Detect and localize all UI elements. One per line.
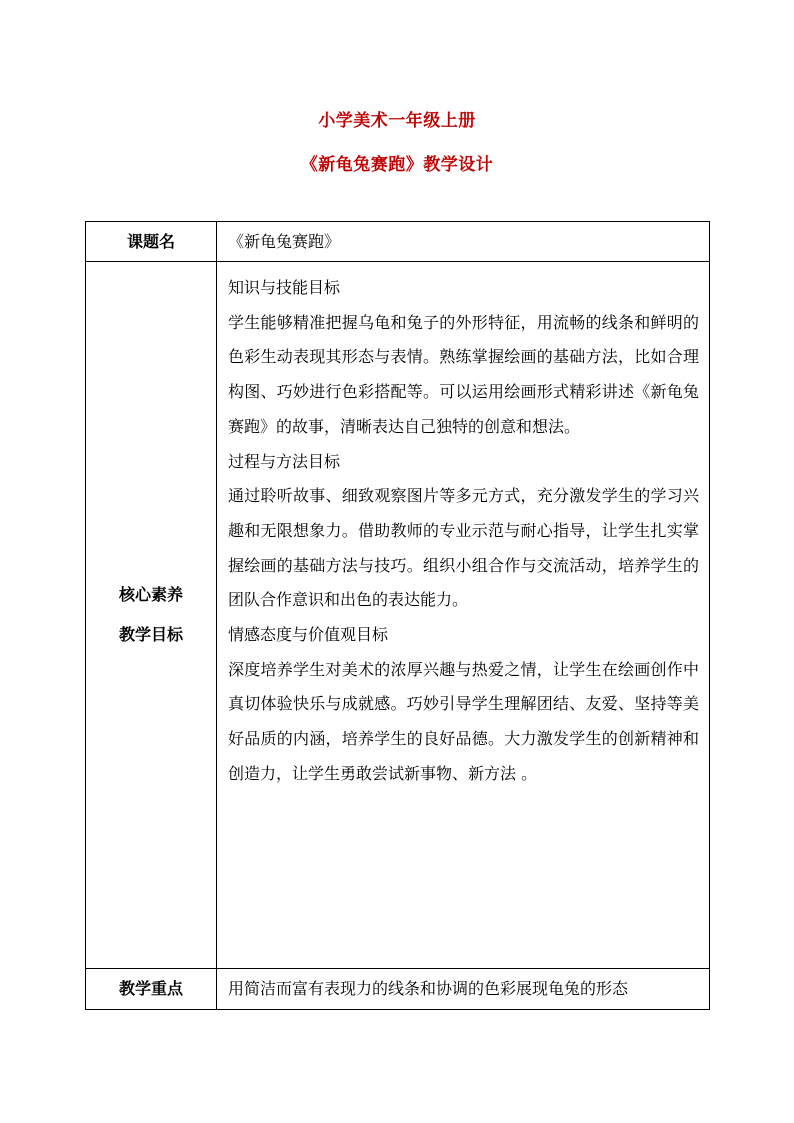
topic-value-cell bbox=[217, 222, 710, 262]
key-points-value-cell bbox=[217, 969, 710, 1010]
lesson-plan-table bbox=[85, 221, 710, 1010]
goals-label-line2: 教学目标 bbox=[118, 625, 183, 644]
attitude-goal-text: 深度培养学生对美术的浓厚兴趣与热爱之情，让学生在绘画创作中真切体验快乐与成就感。巧妙引导学生理解团结、友爱、坚持等美好品质的内涵，培养学生的良好品德。大力激发学生的创新精神和创造力，让学生勇敢尝试新事物、新方法 。 bbox=[228, 659, 699, 783]
topic-label-cell bbox=[86, 222, 217, 262]
key-points-label-cell bbox=[86, 969, 217, 1010]
process-goal-text: 通过聆听故事、细致观察图片等多元方式，充分激发学生的学习兴趣和无限想象力。借助教师的专业示范与耐心指导，让学生扎实掌握绘画的基础方法与技巧。组织小组合作与交流活动，培养学生的团队合作意识和出色的表达能力。 bbox=[228, 486, 699, 610]
table-row-topic bbox=[86, 222, 710, 262]
table-row-key-points bbox=[86, 969, 710, 1010]
key-points-label: 教学重点 bbox=[118, 979, 183, 998]
document-title: 小学美术一年级上册 bbox=[318, 111, 476, 131]
process-goal-heading: 过程与方法目标 bbox=[228, 451, 341, 471]
goals-label-cell bbox=[86, 262, 217, 969]
topic-label: 课题名 bbox=[126, 231, 175, 251]
table-row-goals bbox=[86, 262, 710, 969]
attitude-goal-heading: 情感态度与价值观目标 bbox=[228, 625, 389, 645]
goals-content bbox=[217, 262, 709, 792]
key-points-value: 用简洁而富有表现力的线条和协调的色彩展现龟兔的形态 bbox=[228, 979, 629, 998]
topic-value: 《新龟兔赛跑》 bbox=[228, 231, 341, 251]
knowledge-goal-text: 学生能够精准把握乌龟和兔子的外形特征，用流畅的线条和鲜明的色彩生动表现其形态与表情。熟练掌握绘画的基础方法，比如合理构图、巧妙进行色彩搭配等。可以运用绘画形式精彩讲述《新龟兔赛跑》的故事，清晰表达自己独特的创意和想法。 bbox=[228, 312, 699, 436]
goals-label-line1: 核心素养 bbox=[118, 585, 183, 604]
goals-content-cell bbox=[217, 262, 710, 969]
knowledge-goal-heading: 知识与技能目标 bbox=[228, 278, 341, 297]
document-subtitle: 《新龟兔赛跑》教学设计 bbox=[300, 155, 494, 175]
